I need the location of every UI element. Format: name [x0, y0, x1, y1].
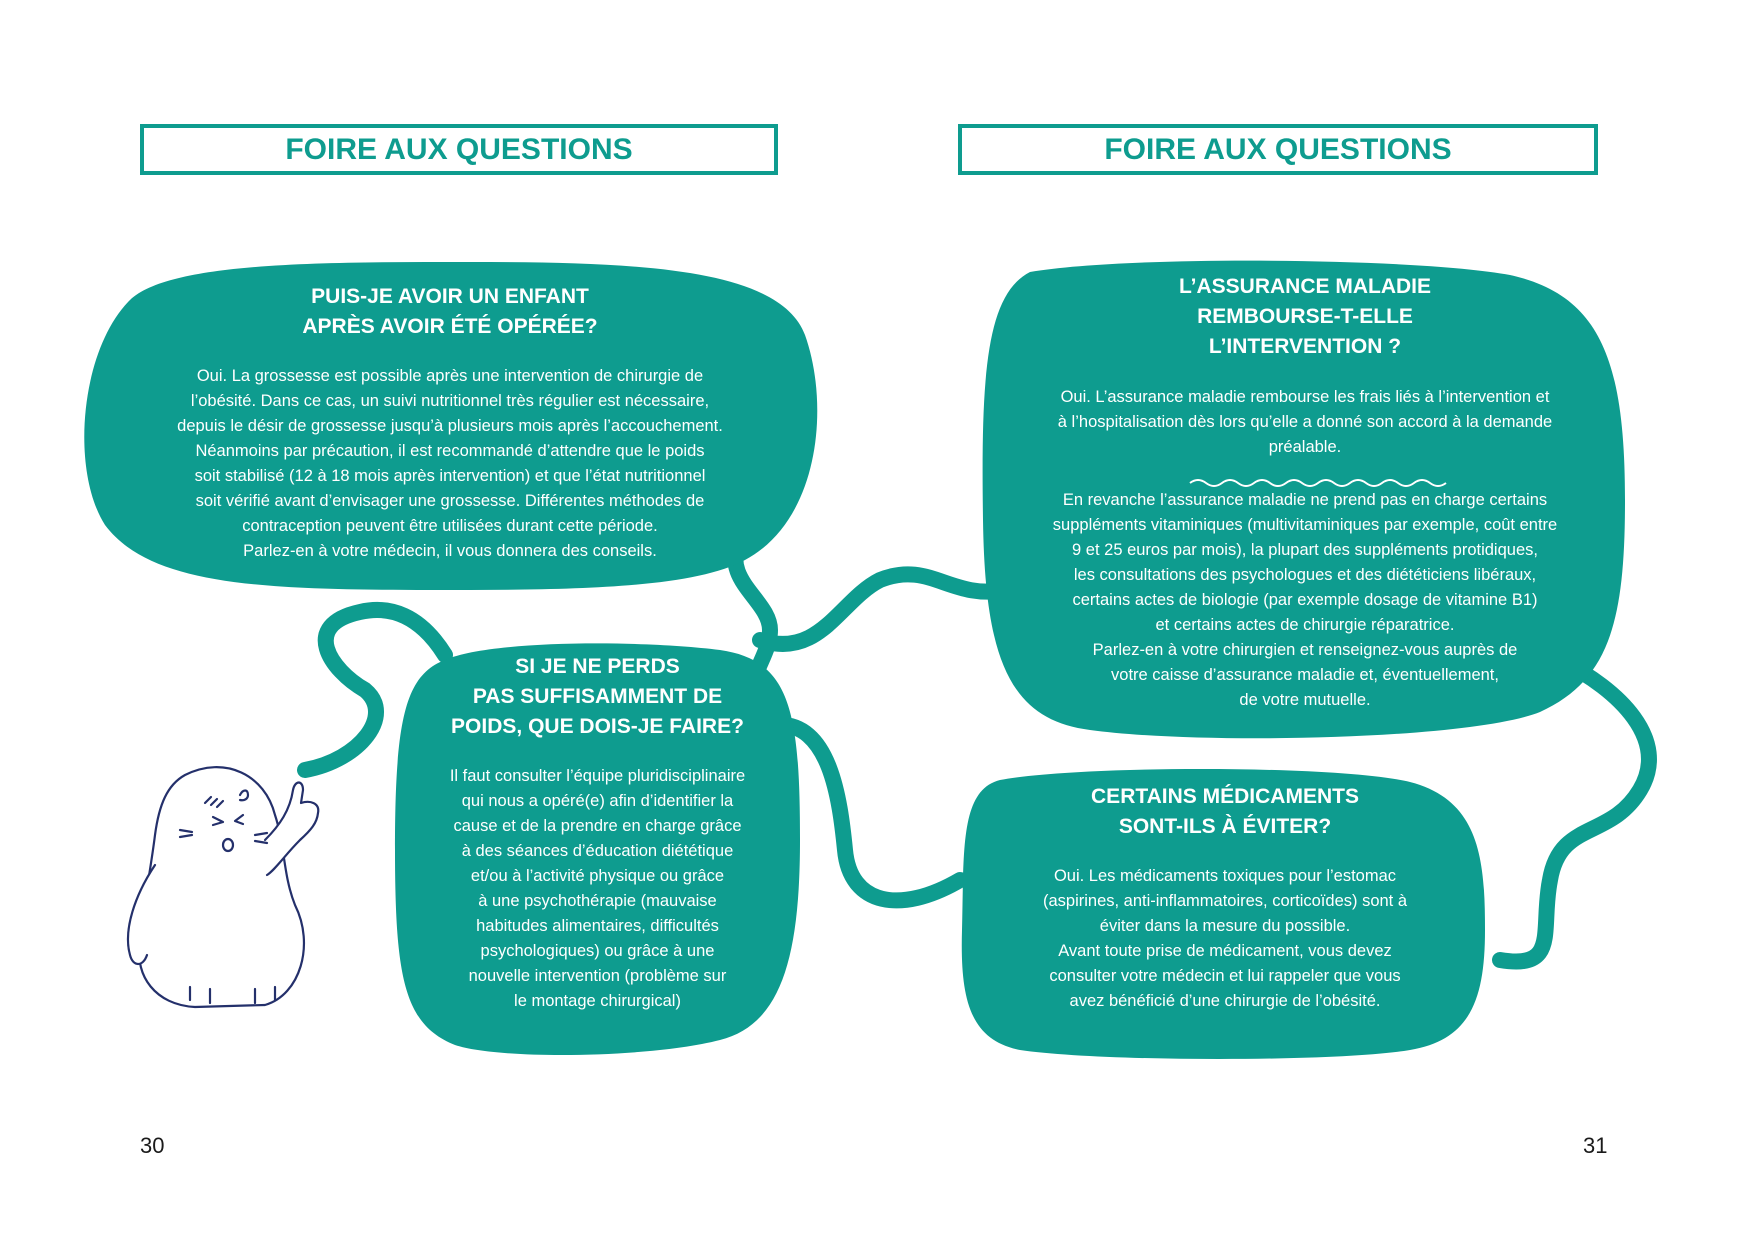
right-page-header: FOIRE AUX QUESTIONS — [958, 124, 1598, 175]
left-page-header: FOIRE AUX QUESTIONS — [140, 124, 778, 175]
mascot-illustration — [115, 755, 355, 1015]
faq-card-reimbursement — [990, 272, 1620, 713]
faq-answer: Il faut consulter l’équipe pluridisciplinaire qui nous a opéré(e) afin d’identifier la cause et de la prendre en charge grâce à des séances d’éducation diététique et/ou à l’activité physique ou grâce à une psychothérapie (mauvaise habitudes alimentaires, difficultés psychologiques) ou grâce à une nouvelle intervention (problème sur le montage chirurgical) — [449, 767, 746, 1010]
faq-answer-part-2: En revanche l’assurance maladie ne prend pas en charge certains suppléments vitaminiques (multivitaminiques par exemple, coût entre 9 et 25 euros par mois), la plupart des suppléments protidiques, les consultations des psychologues et des diététiciens libéraux, certains actes de biologie (par exemple dosage de vitamine B1) et certains actes de chirurgie réparatrice. Parlez-en à votre chirurgien et renseignez-vous auprès de votre caisse d’assurance maladie et, éventuellement, de votre mutuelle. — [1052, 491, 1558, 709]
faq-question: SI JE NE PERDS PAS SUFFISAMMENT DE POIDS, QUE DOIS-JE FAIRE? — [451, 655, 744, 738]
faq-card-medications — [965, 782, 1485, 1014]
faq-question: L’ASSURANCE MALADIE REMBOURSE-T-ELLE L’INTERVENTION ? — [1178, 275, 1431, 358]
faq-answer: Oui. Les médicaments toxiques pour l’estomac (aspirines, anti-inflammatoires, corticoïdes) sont à éviter dans la mesure du possible. Avant toute prise de médicament, vous devez consulter votre médecin et lui rappeler que vous avez bénéficié d’une chirurgie de l’obésité. — [1042, 867, 1408, 1010]
faq-question: PUIS-JE AVOIR UN ENFANT APRÈS AVOIR ÉTÉ OPÉRÉE? — [302, 285, 598, 338]
faq-answer-part-1: Oui. L’assurance maladie rembourse les frais liés à l’intervention et à l’hospitalisation dès lors qu’elle a donné son accord à la demande préalable. — [1057, 388, 1553, 456]
faq-question: CERTAINS MÉDICAMENTS SONT-ILS À ÉVITER? — [1091, 785, 1359, 838]
faq-answer: Oui. La grossesse est possible après une intervention de chirurgie de l’obésité. Dans ce cas, un suivi nutritionnel très régulier est nécessaire, depuis le désir de grossesse jusqu’à plusieurs mois après l’accouchement. Néanmoins par précaution, il est recommandé d’attendre que le poids soit stabilisé (12 à 18 mois après intervention) et que l’état nutritionnel soit vérifié avant d’envisager une grossesse. Différentes méthodes de contraception peuvent être utilisées durant cette période. Parlez-en à votre médecin, il vous donnera des conseils. — [177, 367, 723, 560]
page-number-left: 30 — [140, 1133, 165, 1158]
faq-card-pregnancy — [100, 282, 800, 564]
page-number-right: 31 — [1583, 1133, 1608, 1158]
faq-card-weight-loss — [395, 652, 800, 1014]
